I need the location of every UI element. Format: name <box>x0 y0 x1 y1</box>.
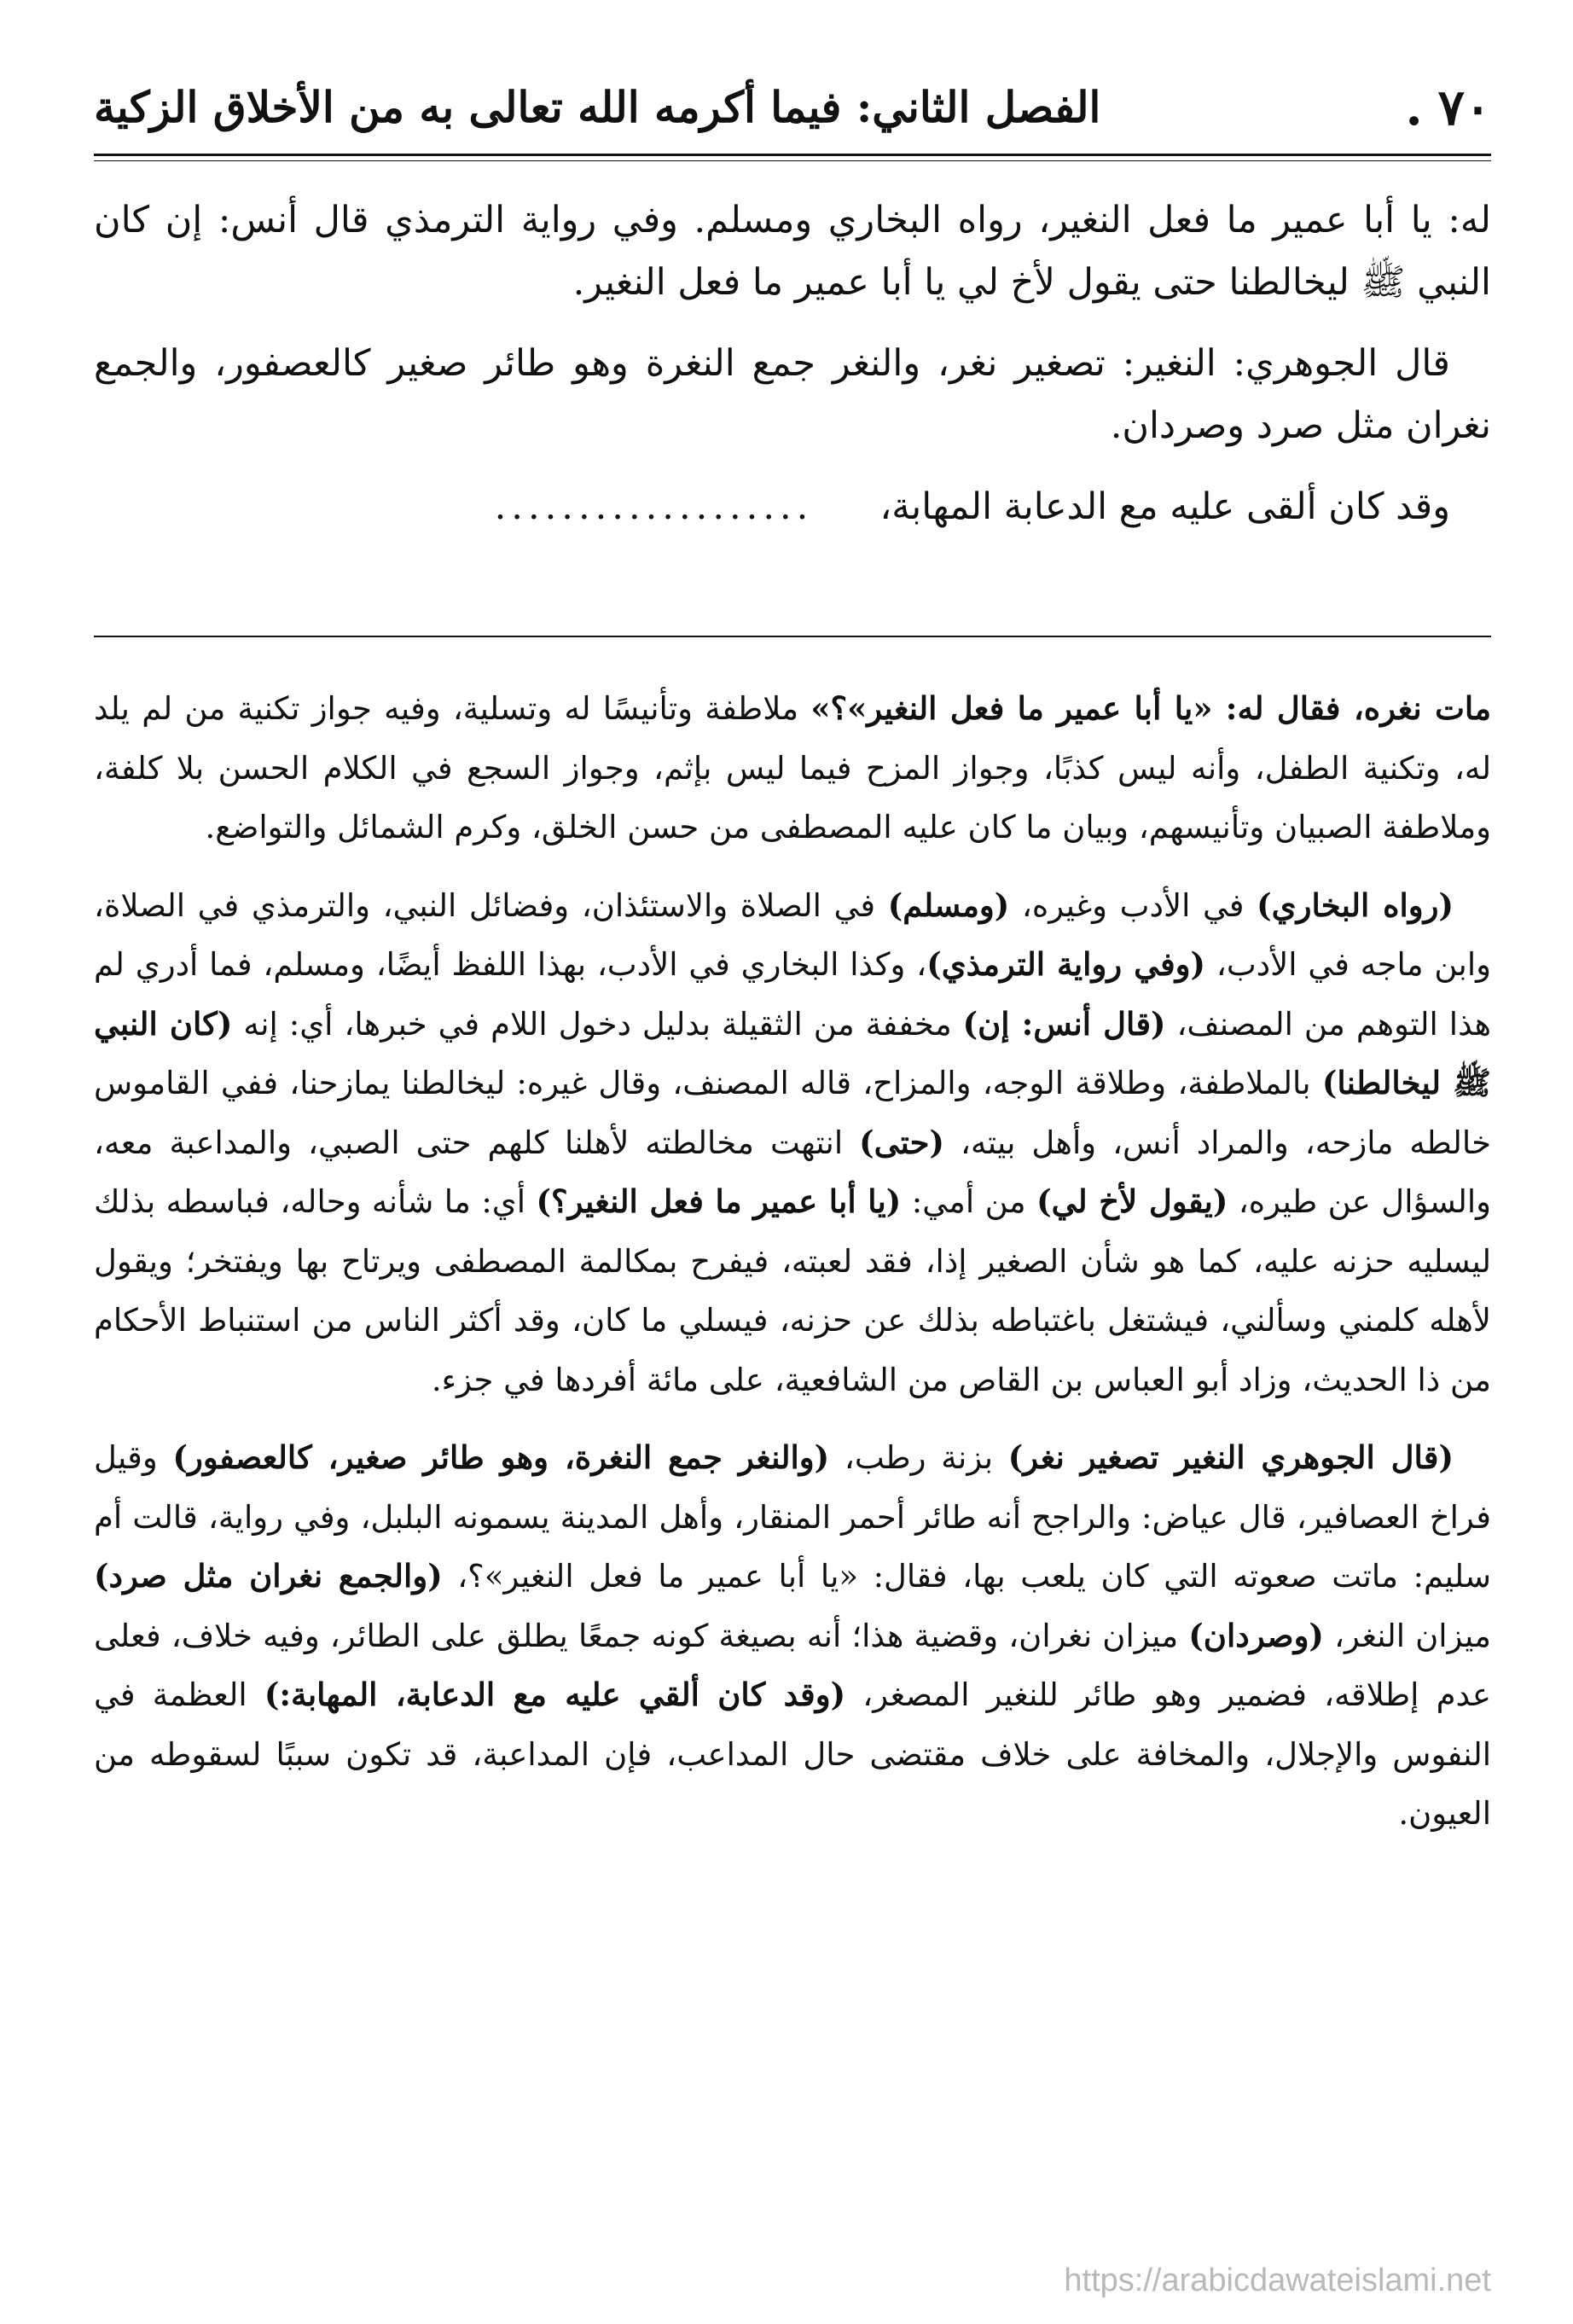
matn-line: وقد كان ألقى عليه مع الدعابة المهابة، <box>879 485 1450 528</box>
commentary-paragraph <box>94 1428 1491 1844</box>
commentary-text-run: من أمي: <box>901 1183 1037 1220</box>
quoted-matn: (حتى) <box>859 1123 944 1161</box>
quoted-matn: (ومسلم) <box>887 886 1010 924</box>
quoted-matn: (يا أبا عمير ما فعل النغير؟) <box>536 1182 902 1220</box>
commentary-text-run: العظمة في النفوس والإجلال، والمخافة على خلاف مقتضى حال المداعب، فإن المداعبة، قد تكون سببًا لسقوطه من العيون. <box>94 1676 1491 1832</box>
commentary-text-run: في الأدب وغيره، <box>1009 886 1257 924</box>
commentary-text-run: أي: ما شأنه وحاله، فباسطه بذلك ليسليه حزنه عليه، كما هو شأن الصغير إذا، فقد لعبته، فيفرح بمكالمة المصطفى ويرتاح بها ويفتخر؛ ويقول لأهله كلمني وسألني، فيشتغل باغتباطه بذلك عن حزنه، فيسلي ما كان، وقد أكثر الناس من استنباط الأحكام من ذا الحديث، وزاد أبو العباس بن القاص من الشافعية، على مائة أفردها في جزء. <box>94 1183 1491 1398</box>
page-header <box>94 67 1491 148</box>
quoted-matn: (وقد كان ألقي عليه مع الدعابة، المهابة:) <box>264 1676 846 1713</box>
header-rule <box>94 154 1491 156</box>
commentary-text-run: ملاطفة وتأنيسًا له وتسلية، وفيه جواز تكنية من لم يلد له، وتكنية الطفل، وأنه ليس كذبًا، وجواز المزح فيما ليس بإثم، وجواز السجع في الكلام الحسن بلا كلفة، وملاطفة الصبيان وتأنيسهم، وبيان ما كان عليه المصطفى من حسن الخلق، وكرم الشمائل والتواضع. <box>94 690 1491 845</box>
commentary-text <box>94 679 1491 1862</box>
quoted-matn: (والنغر جمع النغرة، وهو طائر صغير، كالعصفور) <box>172 1438 830 1476</box>
commentary-text-run: في الصلاة والاستئذان، وفضائل النبي، والترمذي في الصلاة، وابن ماجه في الأدب، <box>94 886 1492 983</box>
quoted-matn: مات نغره، فقال له: «يا أبا عمير ما فعل النغير»؟» <box>810 689 1492 727</box>
quoted-matn: (وصردان) <box>1188 1616 1324 1654</box>
commentary-text-run: بزنة رطب، <box>829 1439 1008 1476</box>
matn-paragraph: له: يا أبا عمير ما فعل النغير، رواه البخاري ومسلم. وفي رواية الترمذي قال أنس: إن كان النبي ﷺ ليخالطنا حتى يقول لأخ لي يا أبا عمير ما فعل النغير. <box>94 199 1491 304</box>
matn-paragraph <box>94 476 1491 538</box>
commentary-text-run: بالملاطفة، وطلاقة الوجه، والمزاح، قاله المصنف، وقال غيره: ليخالطنا يمازحنا، ففي القاموس خالطه مازحه، والمراد أنس، وأهل بيته، <box>94 1065 1491 1161</box>
commentary-paragraph <box>94 679 1491 857</box>
commentary-text-run: مخففة من الثقيلة بدليل دخول اللام في خبرها، أي: إنه <box>232 1005 963 1043</box>
page-number: ٧٠. <box>1405 78 1491 137</box>
commentary-text-run: انتهت مخالطته لأهلنا كلهم حتى الصبي، والمداعبة معه، والسؤال عن طيره، <box>94 1124 1492 1220</box>
quoted-matn: (قال الجوهري النغير تصغير نغر) <box>1007 1438 1454 1476</box>
header-rule-thin <box>94 160 1491 161</box>
commentary-text-run: ، وكذا البخاري في الأدب، بهذا اللفظ أيضًا، ومسلم، فما أدري لم هذا التوهم من المصنف، <box>94 946 1492 1043</box>
quoted-matn: (وفي رواية الترمذي) <box>926 945 1206 983</box>
quoted-matn: (قال أنس: إن) <box>962 1004 1166 1043</box>
commentary-text-run: ميزان النغر، <box>1323 1617 1491 1654</box>
quoted-matn: (يقول لأخ لي) <box>1036 1182 1228 1220</box>
footnote-divider <box>94 636 1491 637</box>
commentary-paragraph <box>94 876 1491 1410</box>
commentary-text-run: ميزان نغران، وقضية هذا؛ أنه بصيغة كونه جمعًا يطلق على الطائر، وفيه خلاف، فعلى عدم إطلاقه، فضمير وهو طائر للنغير المصغر، <box>94 1617 1491 1713</box>
quoted-matn: (رواه البخاري) <box>1257 886 1454 924</box>
quoted-matn: (كان النبي ﷺ ليخالطنا) <box>94 1004 1491 1101</box>
matn-text <box>94 189 1491 557</box>
commentary-text-run: وقيل فراخ العصافير، قال عياض: والراجح أنه طائر أحمر المنقار، وأهل المدينة يسمونه البلبل، وفي رواية، قالت أم سليم: ماتت صعوته التي كان يلعب بها، فقال: «يا أبا عمير ما فعل النغير»؟، <box>94 1439 1492 1595</box>
watermark-url: https://arabicdawateislami.net <box>1064 2263 1491 2298</box>
quoted-matn: (والجمع نغران مثل صرد) <box>94 1557 443 1595</box>
running-title: الفصل الثاني: فيما أكرمه الله تعالى به من الأخلاق الزكية <box>94 82 1101 132</box>
ellipsis-dots: ................... <box>494 485 814 528</box>
matn-paragraph: قال الجوهري: النغير: تصغير نغر، والنغر جمع النغرة وهو طائر صغير كالعصفور، والجمع نغران مثل صرد وصردان. <box>94 342 1491 447</box>
